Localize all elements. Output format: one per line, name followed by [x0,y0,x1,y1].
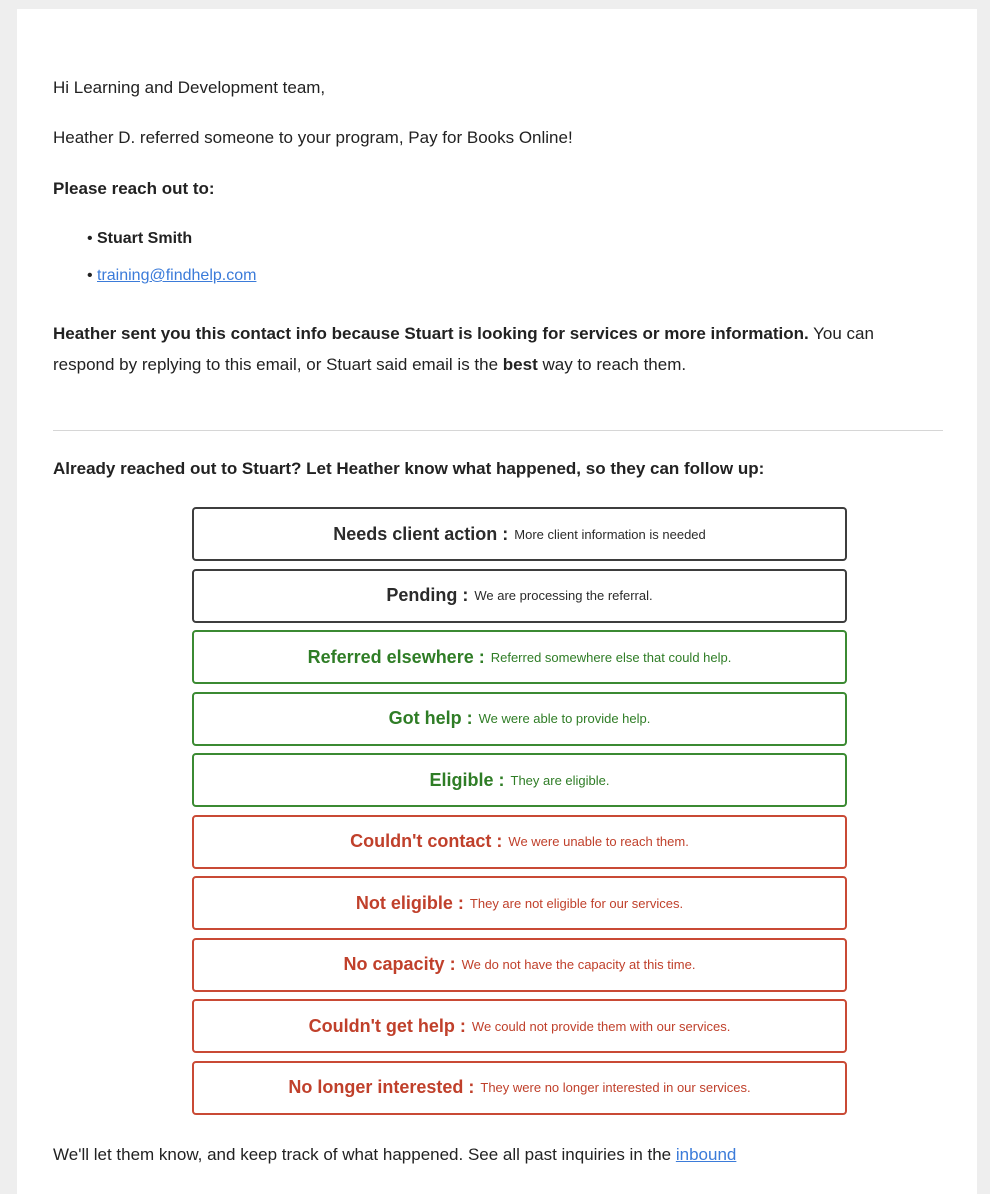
status-label: No capacity : [343,954,456,974]
status-description: They are not eligible for our services. [469,895,684,911]
status-button-not-eligible[interactable] [192,876,847,930]
followup-heading: Already reached out to Stuart? Let Heather know what happened, so they can follow up: [53,459,765,478]
greeting: Hi Learning and Development team, [53,78,326,97]
status-description: We do not have the capacity at this time. [461,957,696,972]
status-label: Needs client action : [333,523,509,544]
explanation-text [53,318,938,380]
status-description: More client information is needed [514,526,706,542]
bullet-icon: • [87,267,93,284]
footer-text [53,1143,736,1167]
status-description: They are eligible. [510,772,610,788]
status-label: Eligible : [429,769,505,790]
explanation-part-1: You can respond by replying to this email, or Stuart said email is the [53,324,874,374]
contact-name-item [87,227,256,264]
email-body [17,9,977,1194]
status-label: Couldn't get help : [308,1015,466,1036]
explanation-best: best [502,355,538,374]
contact-list [87,227,256,301]
status-button-no-longer-interested[interactable] [192,1061,847,1115]
footer-text-body: We'll let them know, and keep track of what happened. See all past inquiries in the [53,1145,676,1164]
contact-email-item [87,264,256,301]
status-button-eligible[interactable] [192,753,847,807]
status-button-couldn-t-get-help[interactable] [192,999,847,1053]
status-label: Couldn't contact : [350,831,503,851]
status-description: We were able to provide help. [478,711,651,726]
status-label: Not eligible : [355,892,464,913]
status-description: We are processing the referral. [474,588,653,603]
status-label: Got help : [388,708,473,728]
status-button-list [192,507,847,1122]
bullet-icon: • [87,230,93,247]
status-button-got-help[interactable] [192,692,847,746]
intro-text: Heather D. referred someone to your program, Pay for Books Online! [53,128,573,147]
contact-name: Stuart Smith [97,230,193,247]
contact-email-link[interactable]: training@findhelp.com [97,267,257,284]
status-button-referred-elsewhere[interactable] [192,630,847,684]
status-description: They were no longer interested in our services. [480,1080,751,1095]
status-label: Referred elsewhere : [307,646,485,667]
reach-out-heading: Please reach out to: [53,179,215,198]
explanation-bold: Heather sent you this contact info because Stuart is looking for services or more information. [53,324,809,343]
status-description: We could not provide them with our services. [471,1018,731,1034]
explanation-part-2: way to reach them. [537,355,687,374]
status-button-couldn-t-contact[interactable] [192,815,847,869]
divider [53,430,943,431]
status-description: Referred somewhere else that could help. [490,649,732,665]
status-description: We were unable to reach them. [508,834,689,849]
status-button-pending[interactable] [192,569,847,623]
status-label: No longer interested : [288,1077,475,1097]
status-label: Pending : [386,585,469,605]
status-button-no-capacity[interactable] [192,938,847,992]
inbound-link[interactable]: inbound [675,1145,737,1164]
status-button-needs-client-action[interactable] [192,507,847,561]
